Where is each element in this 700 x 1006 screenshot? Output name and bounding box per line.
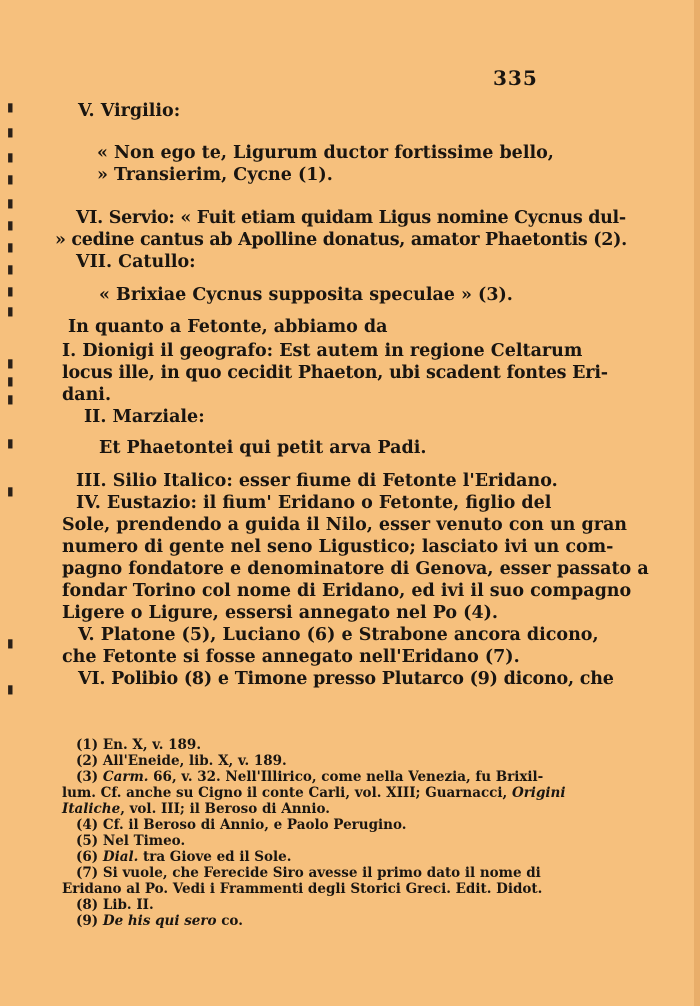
footnote <box>76 849 291 865</box>
body-line: V. Virgilio: <box>78 101 181 121</box>
footnote: (1) En. X, v. 189. <box>76 737 202 753</box>
margin-mark: ▮ <box>7 262 14 276</box>
body-line: pagno fondatore e denominatore di Genova, esser passato a <box>62 559 649 579</box>
margin-mark: ▮ <box>7 240 14 254</box>
body-line: II. Marziale: <box>84 407 205 427</box>
footnote <box>62 801 330 817</box>
margin-mark: ▮ <box>7 284 14 298</box>
footnote-text: tra Giove ed il Sole. <box>138 849 292 865</box>
footnote-text: co. <box>216 913 243 929</box>
footnote <box>76 913 243 929</box>
footnote: (4) Cf. il Beroso di Annio, e Paolo Perugino. <box>76 817 407 833</box>
body-line: V. Platone (5), Luciano (6) e Strabone ancora dicono, <box>78 625 599 645</box>
footnote: (2) All'Eneide, lib. X, v. 189. <box>76 753 287 769</box>
verse-line: » Transierim, Cycne (1). <box>97 165 333 185</box>
footnote: Eridano al Po. Vedi i Frammenti degli Storici Greci. Edit. Didot. <box>62 881 543 897</box>
margin-mark: ▮ <box>7 436 14 450</box>
margin-mark: ▮ <box>7 196 14 210</box>
footnote: (7) Si vuole, che Ferecide Siro avesse il primo dato il nome di <box>76 865 541 881</box>
page-edge <box>694 0 700 1006</box>
margin-mark: ▮ <box>7 150 14 164</box>
footnote-italic: Dial. <box>102 849 139 865</box>
footnote: (8) Lib. II. <box>76 897 154 913</box>
margin-mark: ▮ <box>7 172 14 186</box>
body-line: fondar Torino col nome di Eridano, ed ivi il suo compagno <box>62 581 632 601</box>
footnote-italic: Italiche <box>62 801 121 817</box>
body-line: VI. Polibio (8) e Timone presso Plutarco (9) dicono, che <box>78 669 614 689</box>
footnote <box>76 769 543 785</box>
margin-mark: ▮ <box>7 484 14 498</box>
body-line: locus ille, in quo cecidit Phaeton, ubi scadent fontes Eri- <box>62 363 608 383</box>
footnote-italic: De his qui sero <box>102 913 217 929</box>
margin-mark: ▮ <box>7 636 14 650</box>
margin-mark: ▮ <box>7 374 14 388</box>
margin-mark: ▮ <box>7 100 14 114</box>
footnote-italic: Carm. <box>102 769 149 785</box>
body-line: Sole, prendendo a guida il Nilo, esser venuto con un gran <box>62 515 628 535</box>
verse-line: Et Phaetontei qui petit arva Padi. <box>99 438 427 458</box>
body-line: VI. Servio: « Fuit etiam quidam Ligus nomine Cycnus dul- <box>76 208 626 228</box>
verse-line: « Brixiae Cycnus supposita speculae » (3). <box>99 285 513 305</box>
body-line: che Fetonte si fosse annegato nell'Eridano (7). <box>62 647 520 667</box>
margin-mark: ▮ <box>7 392 14 406</box>
margin-mark: ▮ <box>7 304 14 318</box>
body-line: » cedine cantus ab Apolline donatus, amator Phaetontis (2). <box>55 230 627 250</box>
margin-mark: ▮ <box>7 682 14 696</box>
footnote: (5) Nel Timeo. <box>76 833 186 849</box>
footnote-text: 66, v. 32. Nell'Illirico, come nella Venezia, fu Brixil- <box>148 769 544 785</box>
footnote-number: (3) <box>76 769 103 785</box>
body-line: numero di gente nel seno Ligustico; lasciato ivi un com- <box>62 537 614 557</box>
margin-mark: ▮ <box>7 218 14 232</box>
body-line: IV. Eustazio: il fium' Eridano o Fetonte, figlio del <box>76 493 552 513</box>
body-line: III. Silio Italico: esser fiume di Fetonte l'Eridano. <box>76 471 558 491</box>
footnote-italic: Origini <box>511 785 566 801</box>
body-line: In quanto a Fetonte, abbiamo da <box>68 317 388 337</box>
footnote-number: (9) <box>76 913 103 929</box>
verse-line: « Non ego te, Ligurum ductor fortissime bello, <box>97 143 554 163</box>
margin-mark: ▮ <box>7 125 14 139</box>
body-line: VII. Catullo: <box>76 252 196 272</box>
body-line: Ligere o Ligure, essersi annegato nel Po (4). <box>62 603 498 623</box>
footnote <box>62 785 565 801</box>
footnote-number: (6) <box>76 849 103 865</box>
footnote-text: , vol. III; il Beroso di Annio. <box>120 801 330 817</box>
footnote-text: lum. Cf. anche su Cigno il conte Carli, vol. XIII; Guarnacci, <box>62 785 512 801</box>
page-number: 335 <box>493 66 538 90</box>
body-line: I. Dionigi il geografo: Est autem in regione Celtarum <box>62 341 583 361</box>
margin-mark: ▮ <box>7 356 14 370</box>
body-line: dani. <box>62 385 112 405</box>
